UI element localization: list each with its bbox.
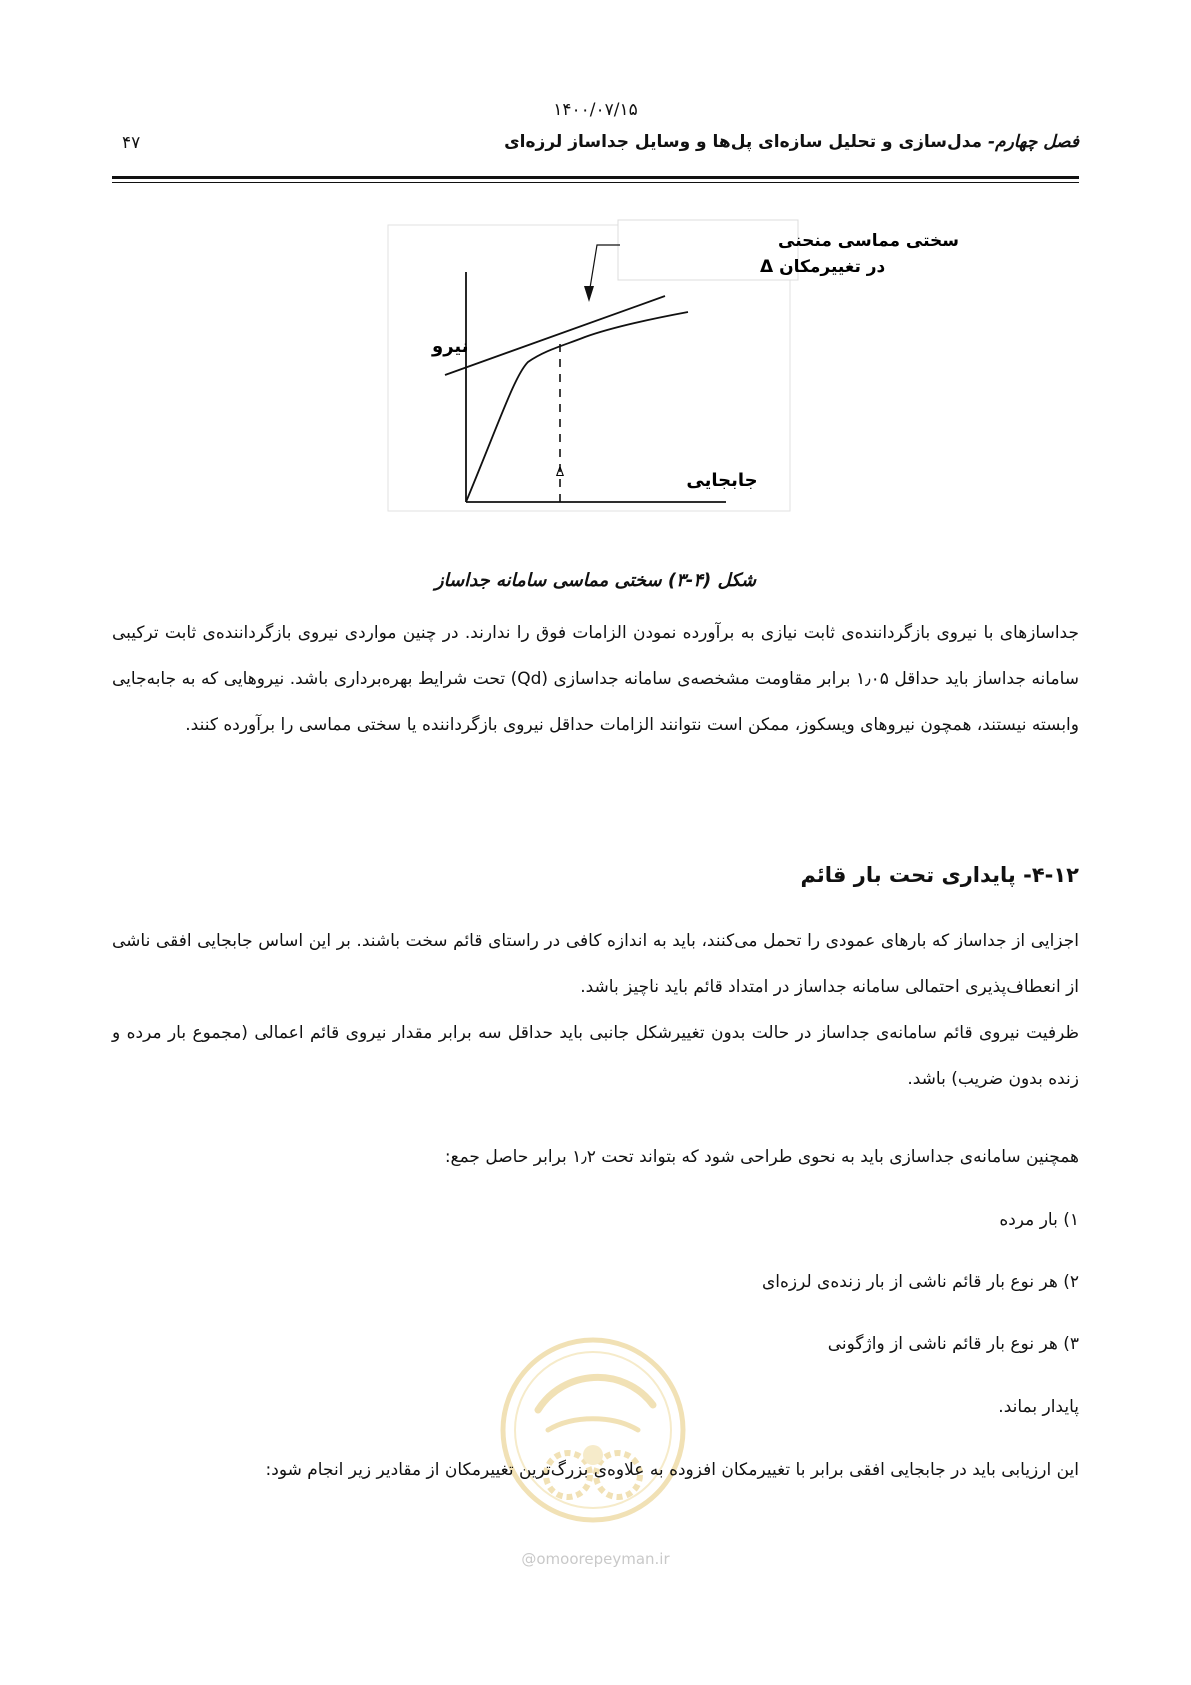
watermark-url	[0, 1550, 1191, 1568]
chapter-title: مدل‌سازی و تحلیل سازه‌ای پل‌ها و وسایل جداساز لرزه‌ای	[504, 132, 983, 152]
tangent-stiffness-figure	[380, 220, 960, 520]
figure-caption: شکل (۴-۳) سختی مماسی سامانه جداساز	[434, 570, 757, 591]
annotation-line1: سختی مماسی منحنی	[778, 231, 960, 251]
force-displacement-curve	[466, 312, 688, 502]
header-rule-thin	[112, 182, 1079, 183]
header-chapter-title	[504, 132, 1079, 152]
chapter-label: فصل چهارم-	[988, 132, 1079, 152]
tangent-line	[445, 296, 665, 375]
list-item: ۱) بار مرده	[999, 1210, 1079, 1230]
list-item: ۲) هر نوع بار قائم ناشی از بار زنده‌ی لرزه‌ای	[761, 1272, 1079, 1292]
y-axis-label: نیرو	[432, 336, 469, 357]
x-axis-label: جابجایی	[686, 470, 758, 491]
paragraph-stability-intro: همچنین سامانه‌ی جداسازی باید به نحوی طراحی شود که بتواند تحت ۱٫۲ برابر حاصل جمع:	[444, 1147, 1079, 1167]
page-number: ۴۷	[122, 133, 141, 153]
paragraph-remain-stable: پایدار بماند.	[998, 1397, 1079, 1417]
header-rule-thick	[112, 176, 1079, 179]
watermark-url-text: omoorepeyman.ir	[536, 1550, 670, 1568]
paragraph-vertical-stiffness: اجزایی از جداساز که بارهای عمودی را تحمل می‌کنند، باید به اندازه کافی در راستای قائم سخت باشند. بر این اساس جابجایی افقی ناشی از انعطاف‌پذیری احتمالی سامانه جداساز در امتداد قائم باید ناچیز باشد.	[112, 931, 1079, 997]
watermark-at-icon: @	[521, 1550, 537, 1568]
paragraph-restoring-force: جداسازهای با نیروی بازگرداننده‌ی ثابت نیازی به برآورده نمودن الزامات فوق را ندارند. در چنین مواردی نیروی بازگرداننده‌ی ثابت ترکیبی سامانه جداساز باید حداقل ۱٫۰۵ برابر مقاومت مشخصه‌ی سامانه جداسازی (Qd) تحت شرایط بهره‌برداری باشد. نیروهایی که به جابه‌جایی وابسته نیستند، همچون نیروهای ویسکوز، ممکن است نتوانند الزامات حداقل نیروی بازگرداننده یا سختی مماسی را برآورده کنند.	[112, 623, 1080, 735]
section-heading: ۴-۱۲- پایداری تحت بار قائم	[800, 863, 1079, 887]
arrow-head-icon	[584, 286, 594, 302]
annotation-line2: در تغییرمکان Δ	[760, 257, 886, 277]
delta-tick-label: Δ	[555, 465, 565, 479]
paragraph-evaluation: این ارزیابی باید در جابجایی افقی برابر با تغییرمکان افزوده به علاوه‌ی بزرگ‌ترین تغییرمکان از مقادیر زیر انجام شود:	[265, 1460, 1079, 1480]
header-date: ۱۴۰۰/۰۷/۱۵	[553, 100, 638, 120]
annotation-leader	[590, 245, 620, 288]
watermark-logo-icon	[493, 1330, 693, 1540]
paragraph-vertical-capacity: ظرفیت نیروی قائم سامانه‌ی جداساز در حالت بدون تغییرشکل جانبی باید حداقل سه برابر مقدار نیروی قائم اعمالی (مجموع بار مرده و زنده بدون ضریب) باشد.	[112, 1023, 1079, 1089]
list-item: ۳) هر نوع بار قائم ناشی از واژگونی	[827, 1334, 1079, 1354]
